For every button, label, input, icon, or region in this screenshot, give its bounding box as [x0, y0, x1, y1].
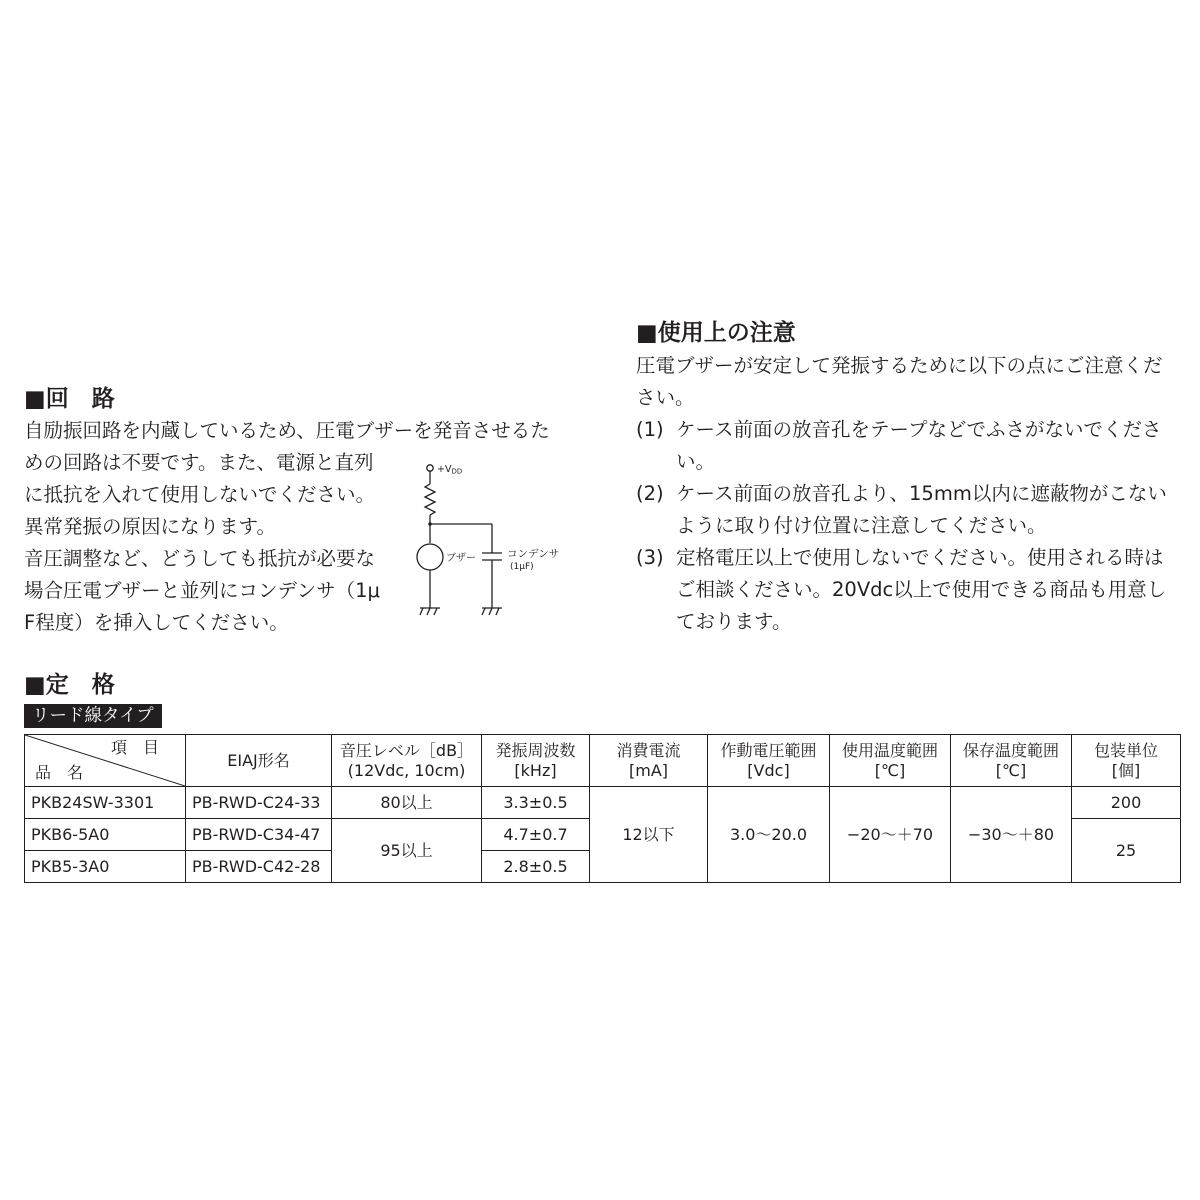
caution-item-number: (1) [636, 418, 664, 441]
circuit-line-4: 異常発振の原因になります。 [24, 515, 276, 538]
buzzer-label: ブザー [446, 553, 476, 564]
product-name: PKB24SW-3301 [25, 787, 186, 819]
current-consumption: 12以下 [590, 787, 708, 883]
caution-item-line: ように取り付け位置に注意してください。 [676, 514, 1047, 537]
header-current: 消費電流 [mA] [590, 735, 708, 787]
vdd-label: +VDD [437, 464, 463, 476]
lead-wire-type-tag: リード線タイプ [24, 704, 162, 728]
circuit-diagram [412, 458, 582, 628]
caution-item [636, 414, 1167, 478]
corner-header-item: 項目 [110, 738, 175, 757]
caution-item-number: (3) [636, 546, 664, 569]
sound-level: 95以上 [332, 819, 482, 883]
caution-item-number: (2) [636, 482, 664, 505]
header-operating-temp: 使用温度範囲 [℃] [830, 735, 951, 787]
buzzer-icon [417, 544, 443, 570]
header-packing-unit: 包装単位 [個] [1072, 735, 1181, 787]
packing-unit: 200 [1072, 787, 1181, 819]
corner-header-product: 品名 [35, 763, 100, 782]
frequency: 3.3±0.5 [482, 787, 590, 819]
caution-item [636, 542, 1167, 638]
table-row [25, 787, 1181, 819]
header-eiaj: EIAJ形名 [186, 735, 332, 787]
frequency: 4.7±0.7 [482, 819, 590, 851]
circuit-line-3: に抵抗を入れて使用しないでください。 [24, 483, 376, 506]
header-voltage: 作動電圧範囲 [Vdc] [708, 735, 830, 787]
caution-item-line: ております。 [676, 610, 792, 633]
capacitor-label: コンデンサ [507, 548, 560, 560]
sound-level: 80以上 [332, 787, 482, 819]
circuit-line-7: F程度）を挿入してください。 [24, 611, 289, 634]
rating-heading: ■定 格 [24, 672, 115, 698]
table-header-row [25, 735, 1181, 787]
operating-temperature: −20〜＋70 [830, 787, 951, 883]
circuit-line-5: 音圧調整など、どうしても抵抗が必要な [24, 547, 376, 570]
ground-icon [420, 608, 440, 615]
caution-intro-line-1: 圧電ブザーが安定して発振するために以下の点にご注意くだ [636, 354, 1163, 377]
caution-item-line: い。 [676, 450, 716, 473]
caution-item-line: 定格電圧以上で使用しないでください。使用される時は [676, 546, 1164, 569]
capacitor-value: (1μF) [510, 562, 534, 572]
header-storage-temp: 保存温度範囲 [℃] [951, 735, 1072, 787]
packing-unit: 25 [1072, 819, 1181, 883]
eiaj-name: PB-RWD-C42-28 [186, 851, 332, 883]
product-name: PKB5-3A0 [25, 851, 186, 883]
circuit-line-2: めの回路は不要です。また、電源と直列 [24, 451, 374, 474]
corner-header [25, 735, 186, 787]
header-frequency: 発振周波数 [kHz] [482, 735, 590, 787]
caution-item-line: ケース前面の放音孔より、15mm以内に遮蔽物がこない [676, 482, 1167, 505]
caution-item-line: ケース前面の放音孔をテープなどでふさがないでくださ [676, 418, 1162, 441]
eiaj-name: PB-RWD-C34-47 [186, 819, 332, 851]
vdd-terminal-icon [427, 465, 433, 471]
product-name: PKB6-5A0 [25, 819, 186, 851]
frequency: 2.8±0.5 [482, 851, 590, 883]
caution-intro [636, 350, 1163, 414]
circuit-line-1: 自励振回路を内蔵しているため、圧電ブザーを発音させるた [24, 419, 550, 442]
header-sound-level: 音圧レベル［dB］ (12Vdc, 10cm) [332, 735, 482, 787]
caution-intro-line-2: さい。 [636, 386, 695, 409]
circuit-line-6: 場合圧電ブザーと並列にコンデンサ（1μ [24, 579, 380, 602]
circuit-heading: ■回 路 [24, 386, 115, 412]
storage-temperature: −30〜＋80 [951, 787, 1072, 883]
ground-icon [482, 608, 502, 615]
caution-list [636, 414, 1167, 638]
caution-item-line: ご相談ください。20Vdc以上で使用できる商品も用意し [676, 578, 1167, 601]
caution-heading: ■使用上の注意 [636, 320, 796, 346]
resistor-icon [425, 484, 435, 515]
caution-item [636, 478, 1167, 542]
eiaj-name: PB-RWD-C24-33 [186, 787, 332, 819]
rating-table [24, 734, 1181, 883]
operating-voltage: 3.0〜20.0 [708, 787, 830, 883]
